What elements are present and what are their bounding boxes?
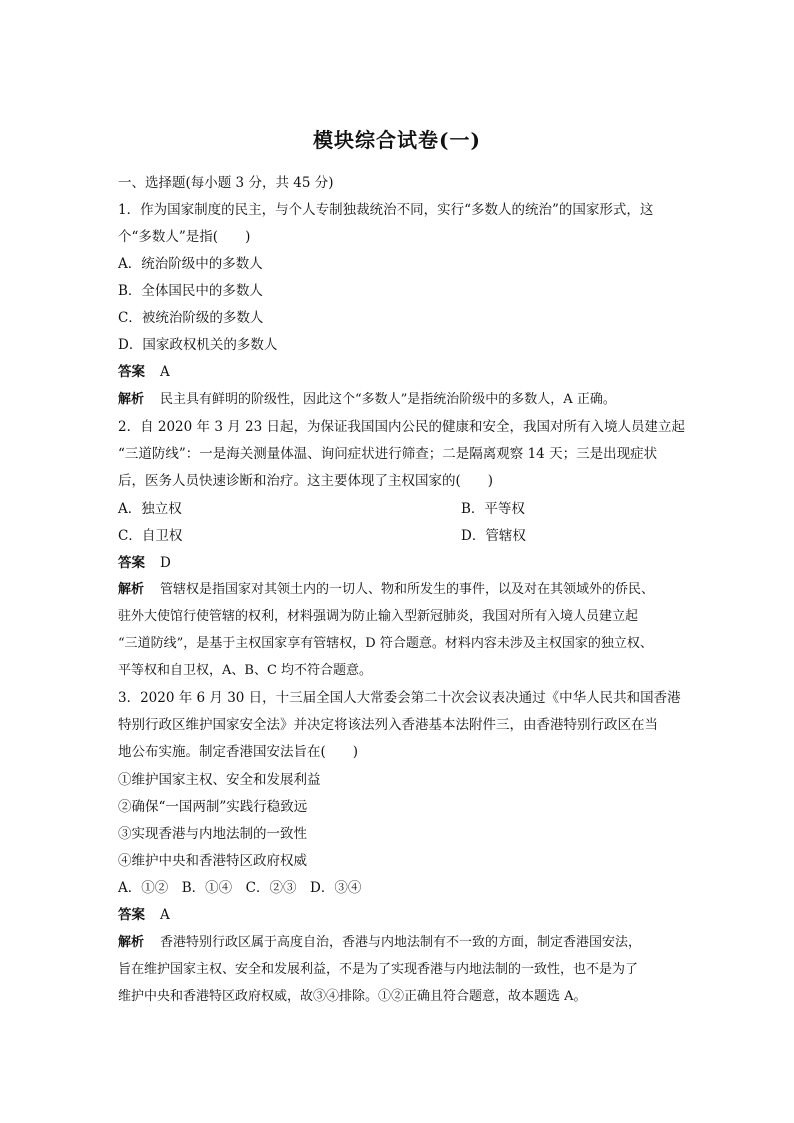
q3-item-4: ④维护中央和香港特区政府权威: [118, 853, 307, 869]
q3-explanation-text-1: 香港特别行政区属于高度自治，香港与内地法制有不一致的方面，制定香港国安法，: [160, 935, 642, 950]
q2-explanation-line-2: 驻外大使馆行使管辖的权利，材料强调为防止输入型新冠肺炎，我国对所有入境人员建立起: [118, 609, 639, 624]
q1-option-a: A．统治阶级中的多数人: [118, 256, 263, 272]
q2-option-c: C．自卫权: [118, 528, 183, 544]
q3-stem-line-1: 3．2020 年 6 月 30 日，十三届全国人大常委会第二十次会议表决通过《中华人民共和国香港: [118, 690, 681, 706]
explain-label: 解析: [118, 392, 145, 407]
q1-explanation-text: 民主具有鲜明的阶级性，因此这个“多数人”是指统治阶级中的多数人，A 正确。: [160, 392, 616, 407]
q1-option-d: D．国家政权机关的多数人: [118, 337, 278, 353]
q2-option-b: B．平等权: [461, 501, 525, 517]
page-title: 模块综合试卷(一): [313, 128, 481, 152]
q1-option-c: C．被统治阶级的多数人: [118, 310, 264, 326]
q3-explanation-line-3: 维护中央和香港特区政府权威，故③④排除。①②正确且符合题意，故本题选 A。: [118, 989, 587, 1004]
q2-stem-line-2: “三道防线”：一是海关测量体温、询问症状进行筛查；二是隔离观察 14 天；三是出现症状: [118, 446, 658, 462]
explain-label: 解析: [118, 935, 145, 950]
q1-stem-line-2: 个“多数人”是指( ): [118, 229, 251, 245]
q2-answer: [118, 554, 678, 572]
explain-label: 解析: [118, 582, 145, 597]
section-heading: 一、选择题(每小题 3 分，共 45 分): [118, 175, 334, 191]
q3-explanation-line-2: 旨在维护国家主权、安全和发展利益，不是为了实现香港与内地法制的一致性，也不是为了: [118, 962, 639, 977]
q2-stem-line-3: 后，医务人员快速诊断和治疗。这主要体现了主权国家的( ): [118, 473, 494, 489]
q3-item-3: ③实现香港与内地法制的一致性: [118, 826, 307, 842]
q2-option-d: D．管辖权: [461, 528, 526, 544]
answer-label: 答案: [118, 364, 145, 380]
q1-explanation: [118, 391, 678, 409]
q2-explanation-text-1: 管辖权是指国家对其领土内的一切人、物和所发生的事件，以及对在其领域外的侨民、: [160, 582, 655, 597]
q3-stem-line-3: 地公布实施。制定香港国安法旨在( ): [118, 744, 359, 760]
q2-explanation-line-1: [118, 581, 678, 599]
q3-answer: [118, 906, 678, 924]
q3-item-2: ②确保“一国两制”实践行稳致远: [118, 799, 308, 815]
q2-stem-line-1: 2．自 2020 年 3 月 23 日起，为保证我国国内公民的健康和安全，我国对所有入境人员建立起: [118, 419, 685, 435]
q3-explanation-line-1: [118, 934, 678, 952]
q2-option-a: A．独立权: [118, 501, 182, 517]
q2-options-row-2: [118, 527, 678, 545]
q3-stem-line-2: 特别行政区维护国家安全法》并决定将该法列入香港基本法附件三，由香港特别行政区在当: [118, 717, 658, 733]
q2-explanation-line-4: 平等权和自卫权，A、B、C 均不符合题意。: [118, 663, 373, 678]
answer-label: 答案: [118, 907, 145, 923]
q1-stem-line-1: 1．作为国家制度的民主，与个人专制独裁统治不同，实行“多数人的统治”的国家形式，这: [118, 202, 654, 218]
q2-explanation-line-3: “三道防线”，是基于主权国家享有管辖权，D 符合题意。材料内容未涉及主权国家的独立权、: [118, 636, 653, 651]
q1-answer: [118, 363, 678, 381]
q2-answer-value: D: [160, 555, 171, 571]
q1-option-b: B．全体国民中的多数人: [118, 283, 263, 299]
q3-choices: A．①② B．①④ C．②③ D．③④: [118, 880, 362, 896]
q2-options-row-1: [118, 500, 678, 518]
q3-item-1: ①维护国家主权、安全和发展利益: [118, 772, 321, 788]
q1-answer-value: A: [160, 364, 170, 380]
q3-answer-value: A: [160, 907, 170, 923]
answer-label: 答案: [118, 555, 145, 571]
